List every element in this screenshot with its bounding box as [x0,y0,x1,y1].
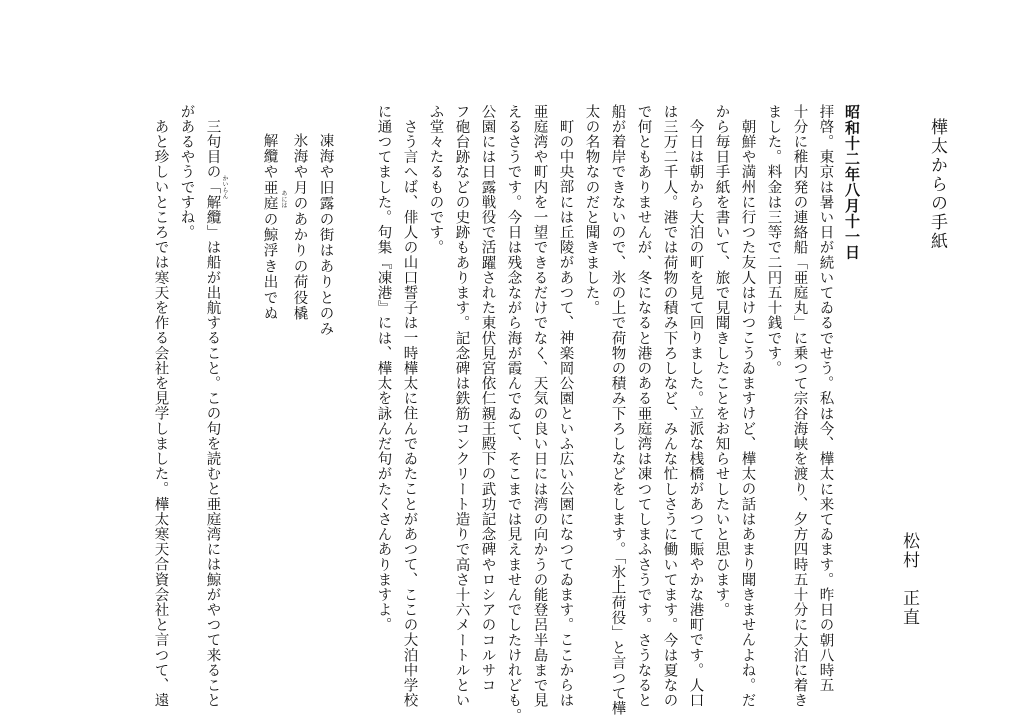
author-name: 松村 正直 [899,532,919,627]
body-line: さう言へば、俳人の山口誓子は一時樺太に住んでゐたことがあつて、ここの大泊中学校 [401,119,418,708]
body-line: えるさうです。今日は残念ながら海が霞んでゐて、そこまでは見えませんでしたけれども。 [505,104,522,724]
body-line: 太の名物なのだと聞きました。 [583,104,600,316]
body-line: 拝啓。東京は暑い日が続いてゐるでせう。私は今、樺太に来てゐます。昨日の朝八時五 [817,104,834,693]
body-line: に通つてました。句集『凍港』には、樺太を詠んだ句がたくさんありますよ。 [375,104,392,633]
body-line: 船が着岸できないので、氷の上で荷物の積み下ろしなどをします。「氷上荷役」と言つて樺 [609,104,626,716]
ruby-kairan: かいらん [221,175,228,199]
ruby-aniwa: あには [280,190,287,208]
body-line: 朝鮮や満州に行つた友人はけつこうゐますけど、樺太の話はあまり聞きませんよね。だ [739,119,756,708]
body-line: があるやうですね。 [178,104,195,240]
body-line: ました。料金は三等で二円五十銭です。 [765,104,782,376]
body-line: 公園には日露戦役で活躍された東伏見宮依仁親王殿下の武功記念碑やロシアのコルサコ [479,104,496,693]
body-line: 三句目の「解纜」は船が出航すること。この句を読むと亜庭湾には鯨がやつて来ること [204,119,221,708]
letter-title: 樺太からの手紙 [927,118,947,251]
letter-date: 昭和十二年八月十一日 [843,104,861,260]
body-line: 町の中央部には丘陵があつて、神楽岡公園といふ広い公園になつてゐます。ここからは [557,119,574,708]
haiku-line: 解纜や亜庭の鯨浮き出でぬ [261,133,278,322]
body-line: ふ堂々たるものです。 [427,104,444,255]
body-line: 十分に稚内発の連絡船「亜庭丸」に乗つて宗谷海峡を渡り、夕方四時五十分に大泊に着き [791,104,808,708]
haiku-line: 凍海や旧露の街はありとのみ [317,133,334,338]
body-line: フ砲台跡などの史跡もあります。記念碑は鉄筋コンクリート造りで高さ十六メートルとい [453,104,470,708]
body-line: 亜庭湾や町内を一望できるだけでなく、天気の良い日には湾の向かうの能登呂半島まで見 [531,104,548,708]
body-line: は三万二千人。港では荷物の積み下ろしなど、みんな忙しさうに働いてます。今は夏なの [661,104,678,708]
body-line: から毎日手紙を書いて、旅で見聞きしたことをお知らせしたいと思ひます。 [713,104,730,618]
body-line: で何ともありませんが、冬になると港のある亜庭湾は凍つてしまふさうです。さうなると [635,104,652,708]
body-line: 今日は朝から大泊の町を見て回りました。立派な桟橋があつて賑やかな港町です。人口 [687,119,704,708]
haiku-line: 氷海や月のあかりの荷役橇 [291,133,308,322]
body-line: あと珍しいところでは寒天を作る会社を見学しました。樺太寒天合資会社と言つて、遠 [152,119,169,708]
